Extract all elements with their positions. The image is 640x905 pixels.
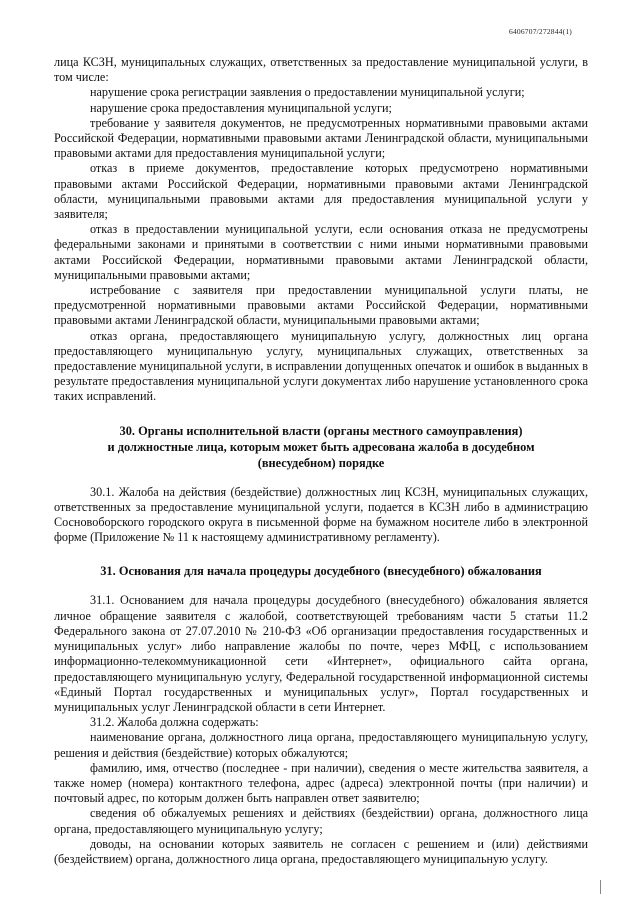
paragraph: 31.2. Жалоба должна содержать: <box>90 715 259 730</box>
heading-line: (внесудебном) порядке <box>257 455 385 470</box>
paragraph: фамилию, имя, отчество (последнее - при наличии), сведения о месте жительства заявителя, а также номер (номера) контактного телефона, адрес (адреса) электронной почты (при наличии) и почтовый адрес, по которым должен быть направлен ответ заявителю; <box>54 760 588 806</box>
paragraph: наименование органа, должностного лица органа, предоставляющего муниципальную услугу, решения и действия (бездействие) которых обжалуются; <box>54 730 588 760</box>
document-id: 6406707/272844(1) <box>509 27 572 36</box>
paragraph: доводы, на основании которых заявитель не согласен с решением и (или) действиями (бездействием) органа, должностного лица органа, предоставляющего муниципальную услугу. <box>54 836 588 866</box>
paragraph: сведения об обжалуемых решениях и действиях (бездействии) органа, должностного лица органа, предоставляющего муниципальную услугу; <box>54 806 588 836</box>
section-30-heading <box>54 423 588 471</box>
paragraph: лица КСЗН, муниципальных служащих, ответственных за предоставление муниципальной услуги, в том числе: <box>54 55 588 85</box>
document-body <box>54 55 588 867</box>
paragraph: отказ органа, предоставляющего муниципальную услугу, должностных лиц органа предоставляющего муниципальную услугу, муниципальных служащих, ответственных за предоставление муниципальной услуги, в исправлении допущенных опечаток и ошибок в выданных в результате предоставления муниципальной услуги документах либо нарушение установленного срока таких исправлений. <box>54 328 588 404</box>
section-31-heading: 31. Основания для начала процедуры досудебного (внесудебного) обжалования <box>100 564 542 579</box>
paragraph: истребование с заявителя при предоставлении муниципальной услуги платы, не предусмотренной нормативными правовыми актами Российской Федерации, нормативными правовыми актами Ленинградской области, муниципальными правовыми актами; <box>54 283 588 328</box>
paragraph: 30.1. Жалоба на действия (бездействие) должностных лиц КСЗН, муниципальных служащих, ответственных за предоставление муниципальной услуги, подается в КСЗН либо в администрацию Сосновоборского городского округа в письменной форме на бумажном носителе либо в электронной форме (Приложение № 11 к настоящему административному регламенту). <box>54 484 588 545</box>
paragraph: нарушение срока предоставления муниципальной услуги; <box>90 100 392 115</box>
paragraph: отказ в предоставлении муниципальной услуги, если основания отказа не предусмотрены федеральными законами и принятыми в соответствии с ними иными нормативными правовыми актами Российской Федерации, нормативными правовыми актами Ленинградской области, муниципальными правовыми актами; <box>54 222 588 282</box>
scan-margin-mark <box>600 880 601 894</box>
paragraph: требование у заявителя документов, не предусмотренных нормативными правовыми актами Российской Федерации, нормативными правовыми актами Ленинградской области, муниципальными правовыми актами для предоставления муниципальной услуги; <box>54 115 588 161</box>
paragraph: отказ в приеме документов, предоставление которых предусмотрено нормативными правовыми актами Российской Федерации, нормативными правовыми актами Ленинградской области, муниципальными правовыми актами для предоставления муниципальной услуги у заявителя; <box>54 161 588 222</box>
paragraph: нарушение срока регистрации заявления о предоставлении муниципальной услуги; <box>90 85 525 100</box>
heading-line: и должностные лица, которым может быть адресована жалоба в досудебном <box>107 439 535 454</box>
heading-line: 30. Органы исполнительной власти (органы местного самоуправления) <box>119 423 523 438</box>
paragraph: 31.1. Основанием для начала процедуры досудебного (внесудебного) обжалования является личное обращение заявителя с жалобой, соответствующей требованиям части 5 статьи 11.2 Федерального закона от 27.07.2010 № 210-ФЗ «Об организации предоставления государственных и муниципальных услуг» либо направление жалобы по почте, через МФЦ, с использованием информационно-телекоммуникационной сети «Интернет», официального сайта органа, предоставляющего муниципальную услугу, Федеральной государственной информационной системы «Единый Портал государственных и муниципальных услуг», Портал государственных и муниципальных услуг Ленинградской области в сети Интернет. <box>54 593 588 714</box>
